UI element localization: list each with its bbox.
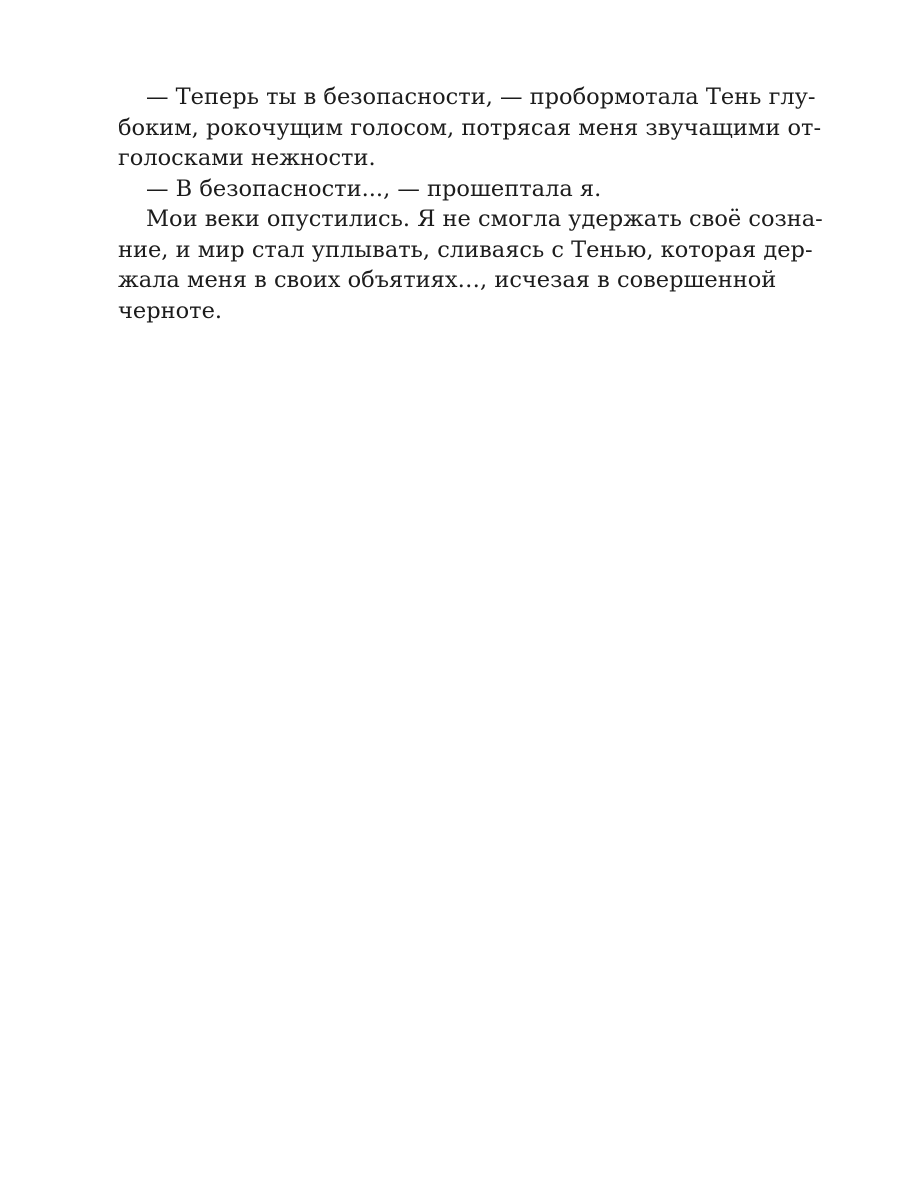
body-text	[118, 82, 823, 326]
text-line: — В безопасности..., — прошептала я.	[146, 175, 602, 202]
text-line: жала меня в своих объятиях…, исчезая в совершенной	[118, 267, 777, 293]
paragraph-3	[118, 204, 823, 326]
text-line: ние, и мир стал уплывать, сливаясь с Тенью, которая дер-	[118, 236, 813, 263]
text-line: голосками нежности.	[118, 145, 376, 171]
text-line: — Теперь ты в безопасности, — пробормотала Тень глу-	[146, 84, 816, 110]
text-line: боким, рокочущим голосом, потрясая меня звучащими от-	[118, 114, 822, 141]
text-line: черноте.	[118, 297, 223, 324]
paragraph-2	[118, 174, 758, 205]
text-line: Мои веки опустились. Я не смогла удержать своё созна-	[146, 206, 823, 232]
paragraph-1	[118, 82, 822, 174]
